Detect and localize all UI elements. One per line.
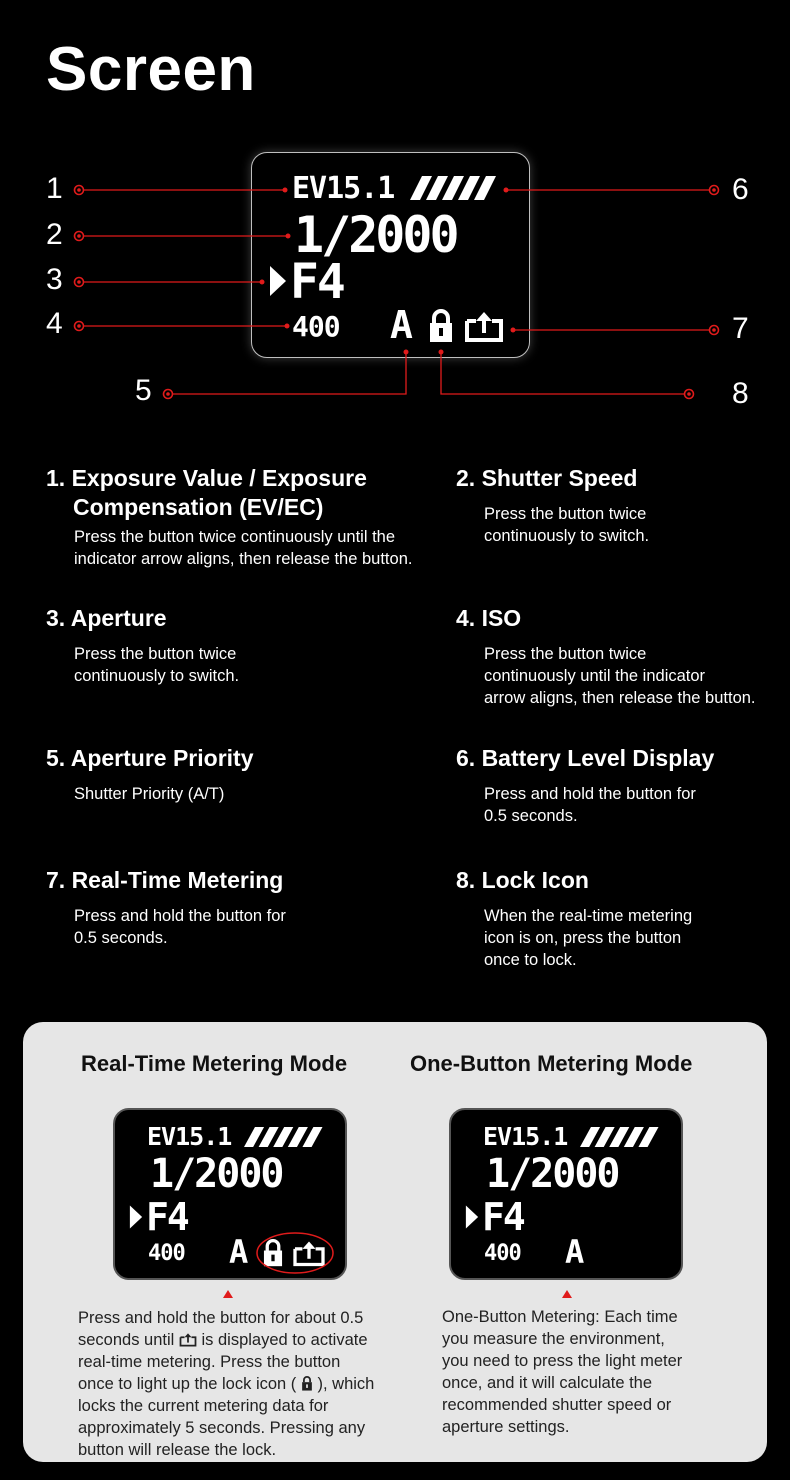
section-7-title: 7. Real-Time Metering: [46, 867, 284, 893]
mode-value: A: [390, 303, 413, 347]
iso-value: 400: [292, 310, 340, 343]
onebutton-battery-icon: [580, 1127, 664, 1147]
callout-4: 4: [46, 307, 63, 340]
realtime-aperture: F4: [146, 1195, 188, 1239]
ev-value: EV15.1: [292, 171, 395, 206]
callout-lines: [0, 0, 790, 420]
section-1-body: Press the button twice continuously until the indicator arrow aligns, then release the button.: [74, 528, 413, 568]
section-1-title: 1. Exposure Value / Exposure Compensation (EV/EC): [46, 465, 367, 520]
section-2-body: Press the button twice continuously to switch.: [484, 505, 650, 545]
section-5-body: Shutter Priority (A/T): [74, 785, 225, 803]
section-4-title: 4. ISO: [456, 605, 522, 631]
inline-lock-icon: [301, 1376, 313, 1391]
onebutton-indicator-arrow-icon: [464, 1204, 480, 1230]
onebutton-mode: A: [565, 1233, 585, 1271]
onebutton-mode-title: One-Button Metering Mode: [410, 1051, 693, 1076]
section-6-body: Press and hold the button for 0.5 seconds.: [484, 785, 696, 825]
callout-8: 8: [732, 377, 749, 410]
realtime-iso: 400: [148, 1241, 185, 1266]
section-3-title: 3. Aperture: [46, 605, 167, 631]
realtime-indicator-arrow-icon: [128, 1204, 144, 1230]
callout-1: 1: [46, 172, 63, 205]
realtime-ev: EV15.1: [147, 1122, 232, 1151]
onebutton-ev: EV15.1: [483, 1122, 568, 1151]
callout-7: 7: [732, 312, 749, 345]
callout-6: 6: [732, 173, 749, 206]
aperture-value: F4: [290, 254, 344, 310]
onebutton-pointer-icon: [562, 1290, 572, 1298]
onebutton-aperture: F4: [482, 1195, 524, 1239]
inline-metering-icon: [179, 1332, 197, 1347]
callout-5: 5: [135, 374, 152, 407]
callout-2: 2: [46, 218, 63, 251]
section-3-body: Press the button twice continuously to switch.: [74, 645, 240, 685]
onebutton-iso: 400: [484, 1241, 521, 1266]
realtime-pointer-icon: [223, 1290, 233, 1298]
section-6-title: 6. Battery Level Display: [456, 745, 715, 771]
section-8-title: 8. Lock Icon: [456, 867, 589, 893]
section-4-body: Press the button twice continuously until the indicator arrow aligns, then release the button.: [484, 645, 756, 707]
shutter-value: 1/2000: [294, 206, 457, 264]
realtime-shutter: 1/2000: [150, 1151, 283, 1197]
realtime-mode: A: [229, 1233, 249, 1271]
onebutton-description: One-Button Metering: Each time you measure the environment, you need to press the light meter once, and it will calculate the recommended shutter speed or aperture settings.: [442, 1308, 683, 1436]
section-8-body: When the real-time metering icon is on, press the button once to lock.: [484, 907, 693, 969]
realtime-battery-icon: [244, 1127, 328, 1147]
realtime-description: Press and hold the button for about 0.5 seconds until is displayed to activate real-time metering. Press the button once to light up the lock icon ( ), which locks the current metering data for approximately 5 seconds. Pressing any button will release the lock.: [78, 1309, 375, 1459]
highlight-ellipse: [254, 1230, 336, 1276]
callout-3: 3: [46, 263, 63, 296]
page-title: Screen: [46, 35, 256, 104]
section-5-title: 5. Aperture Priority: [46, 745, 254, 771]
section-7-body: Press and hold the button for 0.5 seconds.: [74, 907, 286, 947]
realtime-mode-title: Real-Time Metering Mode: [81, 1051, 348, 1076]
onebutton-shutter: 1/2000: [486, 1151, 619, 1197]
section-2-title: 2. Shutter Speed: [456, 465, 638, 491]
